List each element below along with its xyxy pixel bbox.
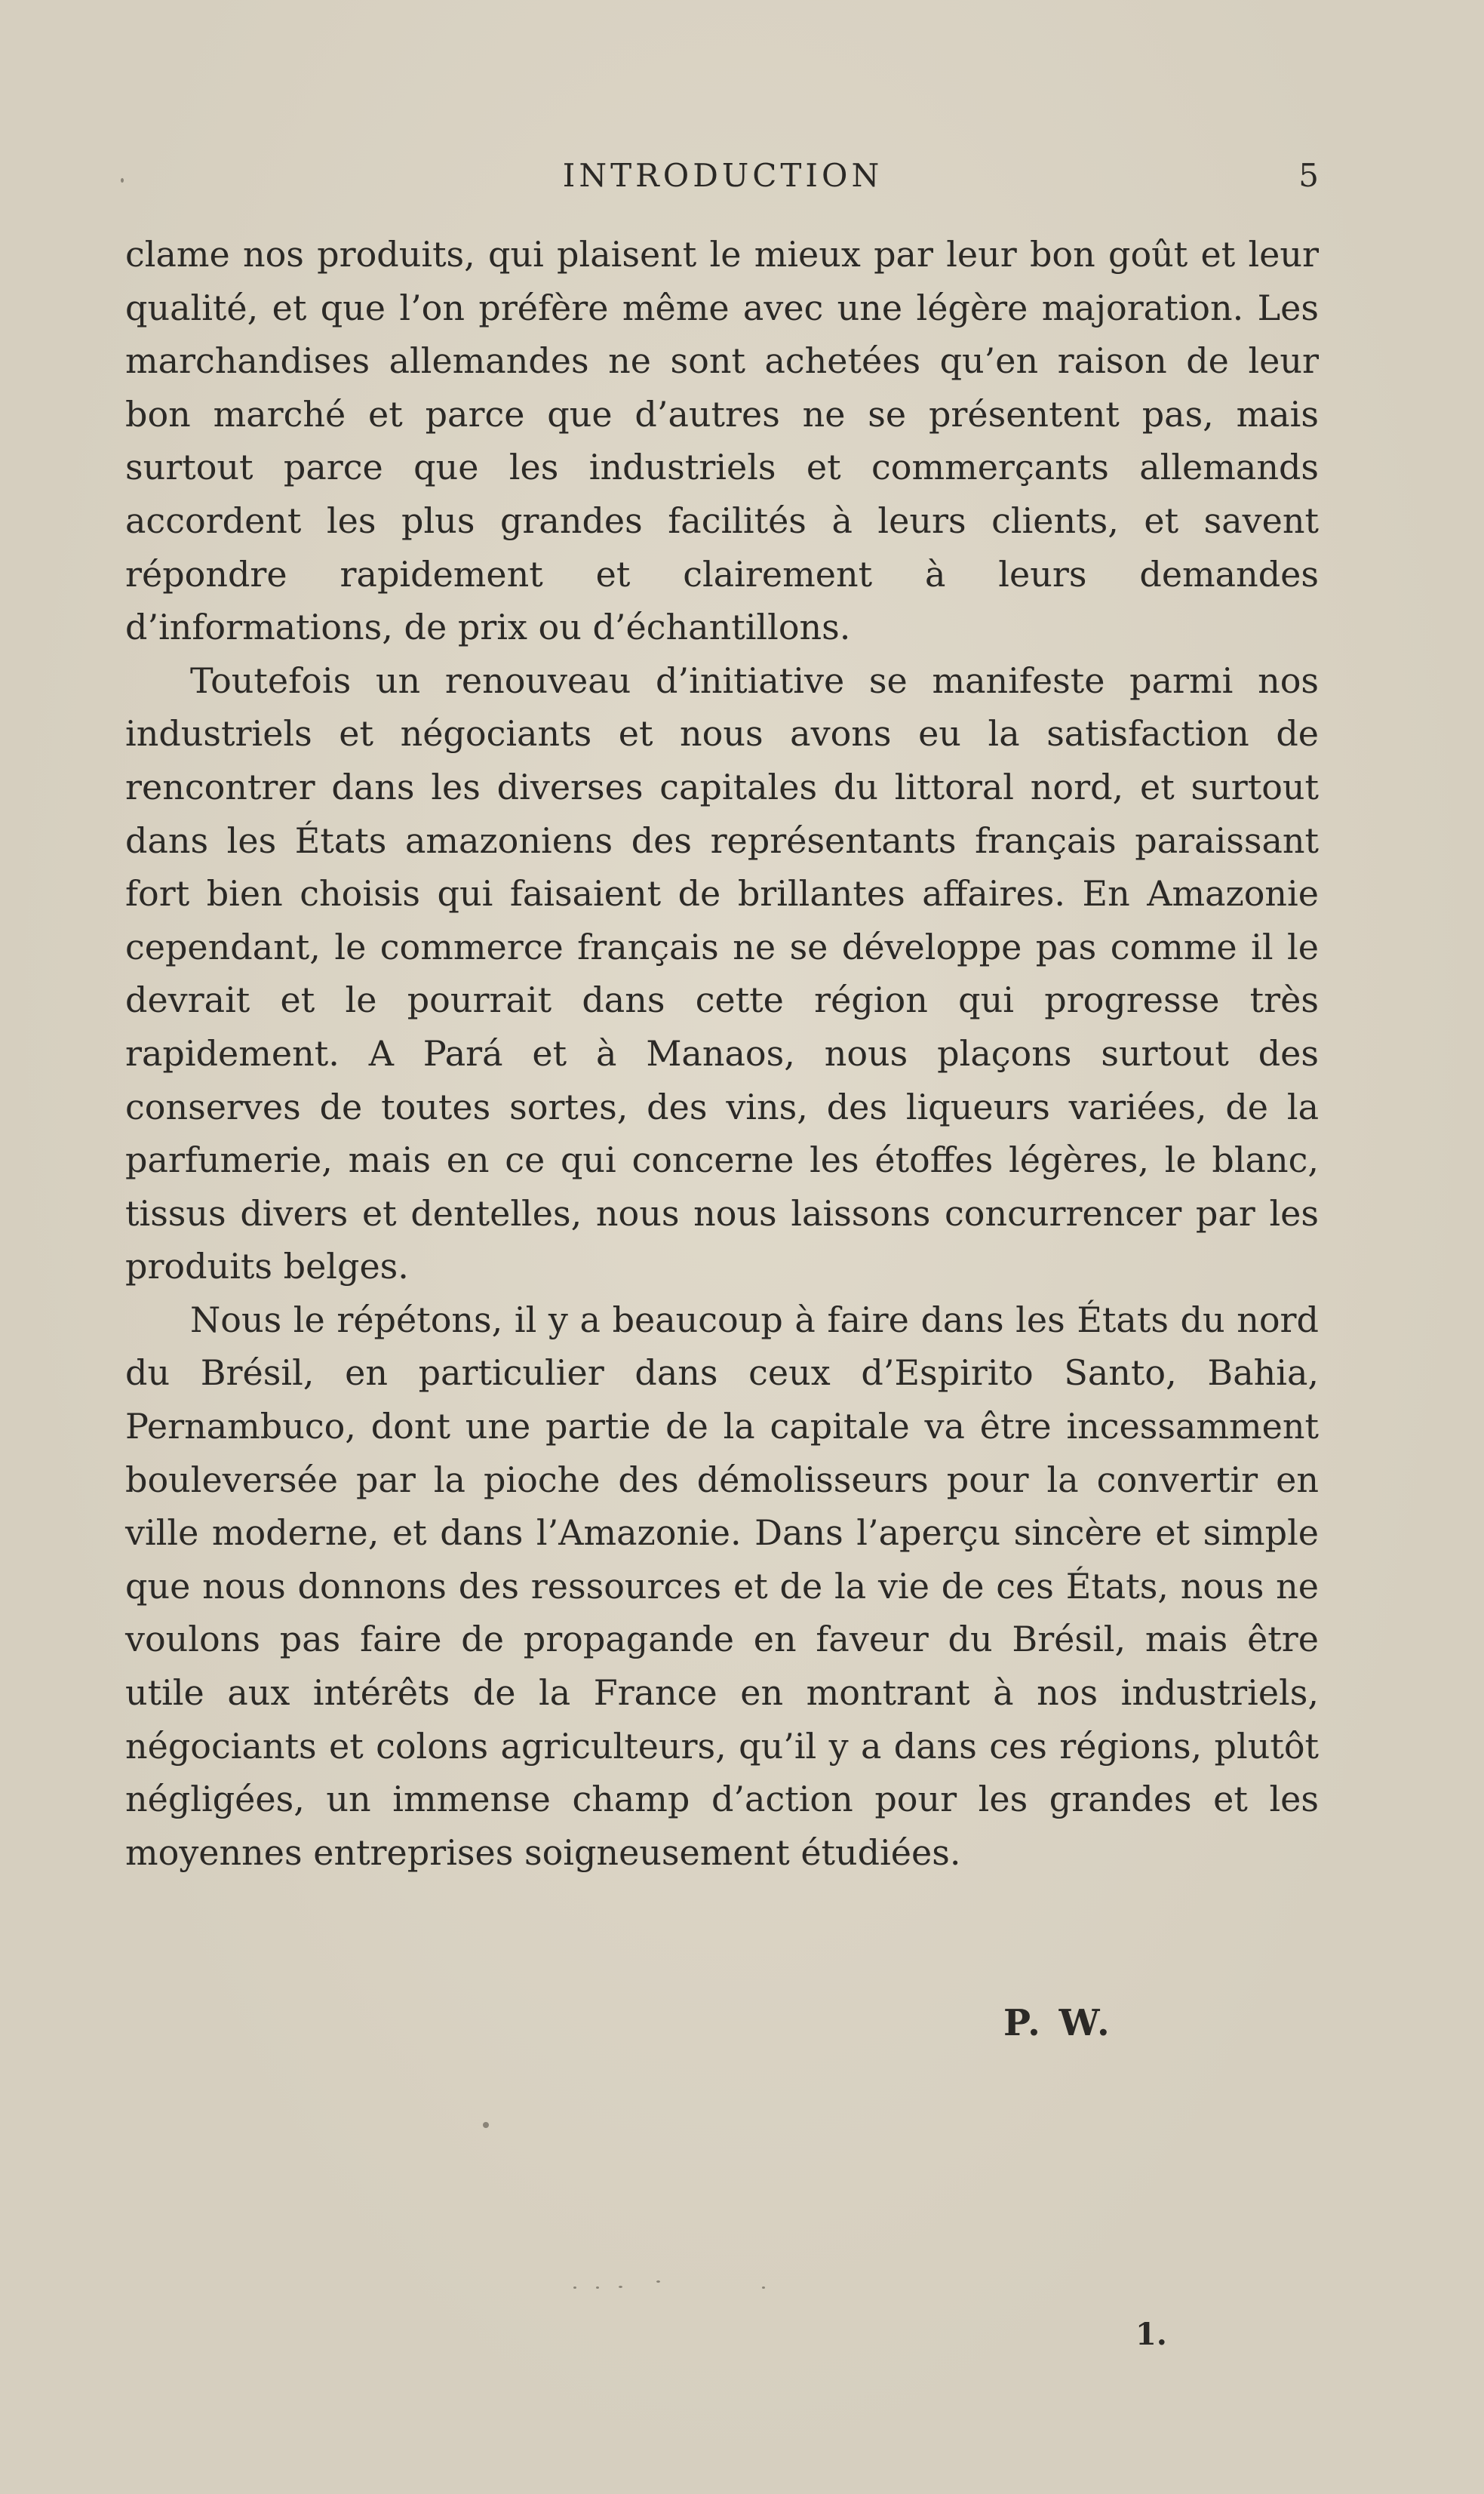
paper-speck xyxy=(656,2280,660,2283)
page-number: 5 xyxy=(1298,157,1319,194)
paper-speck xyxy=(121,178,124,183)
author-signature: P. W. xyxy=(1003,2002,1113,2044)
running-head xyxy=(127,157,1319,202)
body-text xyxy=(125,228,1319,1879)
paper-speck xyxy=(619,2286,622,2288)
paragraph-continued: clame nos produits, qui plaisent le mieux par leur bon goût et leur qualité, et que l’on préfère même avec une légère majoration. Les marchandises allemandes ne sont achetées qu’en raison de leur bon marché et parce que d’autres ne se présentent pas, mais surtout parce que les industriels et commerçants allemands accordent les plus grandes facilités à leurs clients, et savent répondre rapidement et clairement à leurs demandes d’informations, de prix ou d’échantillons. xyxy=(125,234,1319,648)
paper-speck xyxy=(573,2286,576,2289)
paragraph: Nous le répétons, il y a beaucoup à faire dans les États du nord du Brésil, en particulier dans ceux d’Espirito Santo, Bahia, Pernambuco, dont une partie de la capitale va être incessamment bouleversée par la pioche des démolisseurs pour la convertir en ville moderne, et dans l’Amazonie. Dans l’aperçu sincère et simple que nous donnons des ressources et de la vie de ces États, nous ne voulons pas faire de propagande en faveur du Brésil, mais être utile aux intérêts de la France en montrant à nos industriels, négociants et colons agriculteurs, qu’il y a dans ces régions, plutôt négligées, un immense champ d’action pour les grandes et les moyennes entreprises soigneusement étudiées. xyxy=(125,1299,1319,1873)
running-title: INTRODUCTION xyxy=(562,157,883,194)
paper-speck xyxy=(596,2286,599,2289)
paragraph: Toutefois un renouveau d’initiative se manifeste parmi nos industriels et négociants et nous avons eu la satisfaction de rencontrer dans les diverses capitales du littoral nord, et surtout dans les États amazoniens des représentants français paraissant fort bien choisis qui faisaient de brillantes affaires. En Amazonie cependant, le commerce français ne se développe pas comme il le devrait et le pourrait dans cette région qui progresse très rapidement. A Pará et à Manaos, nous plaçons surtout des conserves de toutes sortes, des vins, des liqueurs variées, de la parfumerie, mais en ce qui concerne les étoffes légères, le blanc, tissus divers et dentelles, nous nous laissons concurrencer par les produits belges. xyxy=(125,660,1319,1287)
signature-mark: 1. xyxy=(1135,2317,1167,2352)
paper-speck xyxy=(762,2286,765,2289)
paper-speck xyxy=(483,2122,489,2128)
